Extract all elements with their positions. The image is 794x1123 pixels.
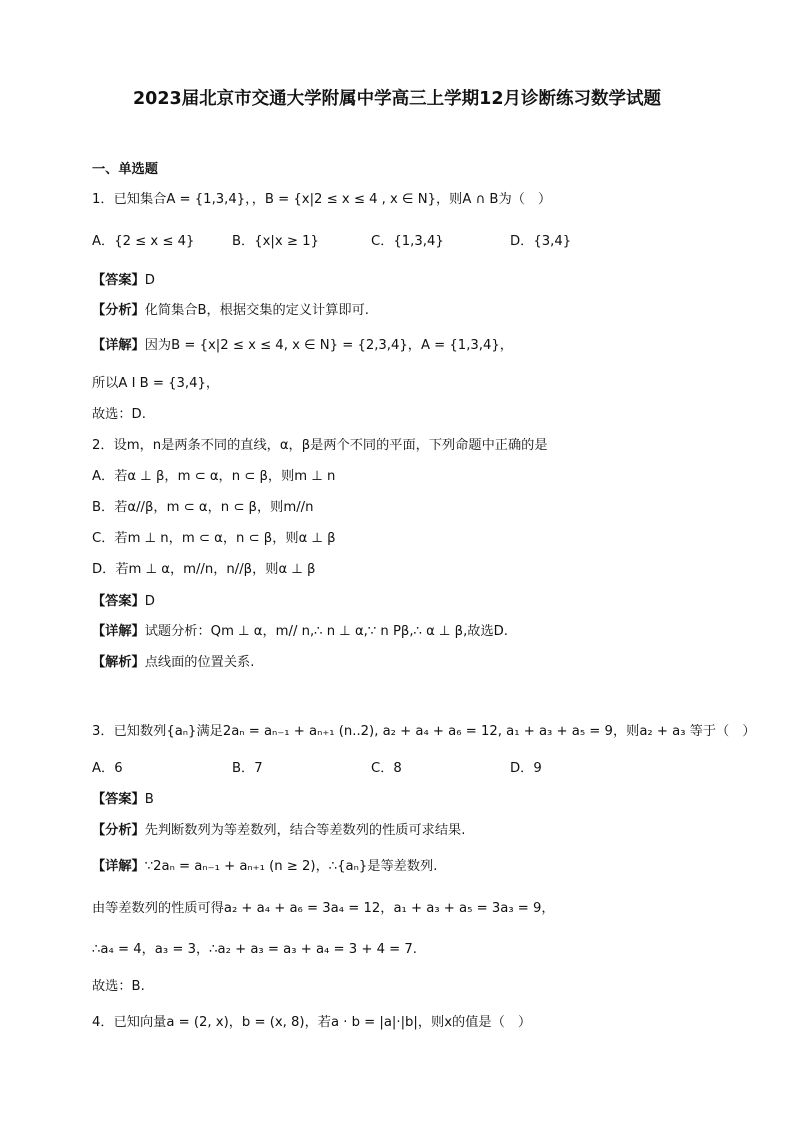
question-2-detail (92, 622, 508, 642)
question-1-option-a: A．{2 ≤ x ≤ 4} (92, 234, 195, 249)
question-2-option-d: D．若m ⊥ α，m//n，n//β，则α ⊥ β (92, 562, 316, 577)
detail-text: 因为B = {x|2 ≤ x ≤ 4, x ∈ N} = {2,3,4}，A = {1,3,4}， (144, 338, 513, 353)
page-title: 2023届北京市交通大学附属中学高三上学期12月诊断练习数学试题 (132, 89, 662, 109)
question-3-line-3: ∴a₄ = 4，a₃ = 3，∴a₂ + a₃ = a₃ + a₄ = 3 + 4 = 7. (92, 942, 417, 957)
question-1-analysis (92, 301, 369, 321)
question-2-option-a: A．若α ⊥ β，m ⊂ α，n ⊂ β，则m ⊥ n (92, 469, 336, 484)
question-4-stem: 4．已知向量a = (2, x)，b = (x, 8)，若a · b = |a|·|b|，则x的值是（ ） (92, 1015, 532, 1030)
question-3-option-b: B．7 (232, 761, 263, 776)
question-3-option-c: C．8 (371, 761, 402, 776)
question-3-stem: 3．已知数列{aₙ}满足2aₙ = aₙ₋₁ + aₙ₊₁ (n..2), a₂ + a₄ + a₆ = 12, a₁ + a₃ + a₅ = 9，则a₂ + a₃ 等于（ ） (92, 724, 756, 739)
question-1-option-c: C．{1,3,4} (371, 234, 444, 249)
question-3-line-2: 由等差数列的性质可得a₂ + a₄ + a₆ = 3a₄ = 12，a₁ + a₃ + a₅ = 3a₃ = 9， (92, 901, 555, 916)
question-3-analysis (92, 821, 465, 841)
detail-tag: 【详解】 (92, 624, 145, 639)
question-3-option-a: A．6 (92, 761, 123, 776)
detail-tag: 【详解】 (92, 338, 145, 353)
question-1-option-b: B．{x|x ≥ 1} (232, 234, 319, 249)
answer-tag: 【答案】 (92, 792, 145, 807)
answer-tag: 【答案】 (92, 273, 145, 288)
question-2-stem: 2．设m，n是两条不同的直线，α，β是两个不同的平面，下列命题中正确的是 (92, 438, 548, 453)
question-3-option-d: D．9 (510, 761, 542, 776)
section-heading: 一、单选题 (92, 162, 158, 177)
analysis-text: 先判断数列为等差数列，结合等差数列的性质可求结果. (144, 823, 466, 838)
answer-value: B (144, 792, 154, 807)
analysis-tag: 【解析】 (92, 655, 145, 670)
question-3-answer (92, 790, 154, 810)
question-1-detail (92, 336, 513, 356)
question-1-answer (92, 271, 155, 291)
question-1-detail-2: 所以A I B = {3,4}， (92, 376, 220, 391)
detail-tag: 【详解】 (92, 859, 145, 874)
question-2-answer (92, 592, 155, 612)
analysis-text: 点线面的位置关系. (144, 655, 255, 670)
question-3-detail (92, 857, 437, 877)
answer-value: D (144, 273, 155, 288)
question-3-conclusion: 故选：B. (92, 979, 145, 994)
answer-value: D (144, 594, 155, 609)
question-1-stem: 1．已知集合A = {1,3,4}，，B = {x|2 ≤ x ≤ 4 , x ∈ N}，则A ∩ B为（ ） (92, 192, 552, 207)
question-1-option-d: D．{3,4} (510, 234, 572, 249)
answer-tag: 【答案】 (92, 594, 145, 609)
question-2-option-c: C．若m ⊥ n，m ⊂ α，n ⊂ β，则α ⊥ β (92, 531, 336, 546)
question-2-analysis (92, 653, 254, 673)
detail-text: 试题分析：Qm ⊥ α，m// n,∴ n ⊥ α,∵ n Pβ,∴ α ⊥ β,故选D. (144, 624, 509, 639)
detail-text: ∵2aₙ = aₙ₋₁ + aₙ₊₁ (n ≥ 2)，∴{aₙ}是等差数列. (144, 859, 438, 874)
question-1-conclusion: 故选：D. (92, 407, 146, 422)
analysis-tag: 【分析】 (92, 823, 145, 838)
analysis-text: 化简集合B，根据交集的定义计算即可. (144, 303, 369, 318)
analysis-tag: 【分析】 (92, 303, 145, 318)
question-2-option-b: B．若α//β，m ⊂ α，n ⊂ β，则m//n (92, 500, 314, 515)
